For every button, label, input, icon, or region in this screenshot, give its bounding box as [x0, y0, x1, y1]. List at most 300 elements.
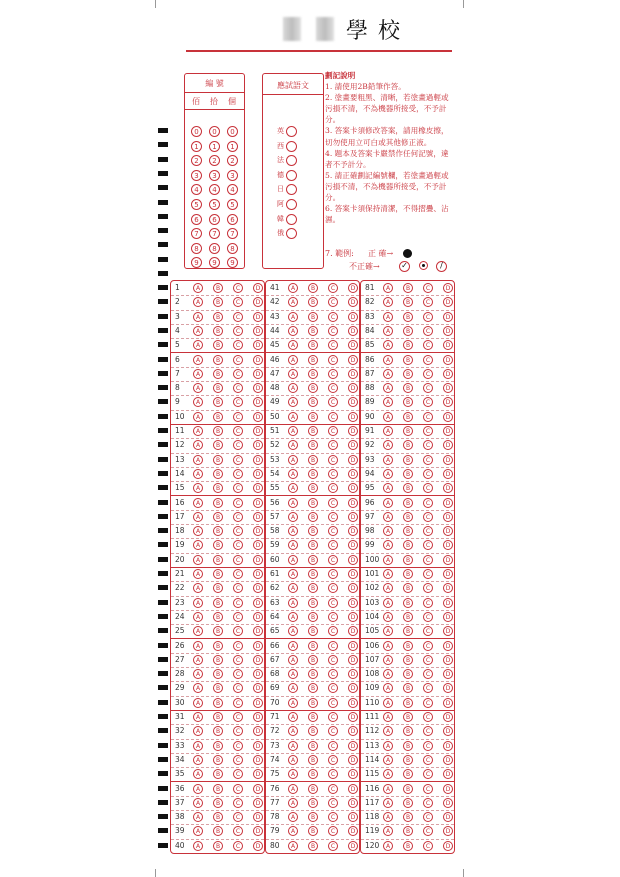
answer-bubble-a[interactable]: A	[288, 312, 298, 322]
answer-bubble-c[interactable]: C	[423, 326, 433, 336]
answer-bubble-d[interactable]: D	[348, 540, 358, 550]
answer-bubble-b[interactable]: B	[403, 769, 413, 779]
answer-bubble-b[interactable]: B	[308, 540, 318, 550]
answer-bubble-d[interactable]: D	[253, 512, 263, 522]
answer-bubble-b[interactable]: B	[403, 498, 413, 508]
answer-bubble-a[interactable]: A	[193, 826, 203, 836]
answer-bubble-a[interactable]: A	[193, 526, 203, 536]
answer-bubble-c[interactable]: C	[328, 669, 338, 679]
answer-bubble-a[interactable]: A	[193, 641, 203, 651]
answer-bubble-c[interactable]: C	[423, 340, 433, 350]
answer-bubble-d[interactable]: D	[443, 412, 453, 422]
answer-bubble-c[interactable]: C	[328, 312, 338, 322]
answer-bubble-b[interactable]: B	[308, 598, 318, 608]
answer-bubble-c[interactable]: C	[328, 812, 338, 822]
answer-bubble-a[interactable]: A	[383, 555, 393, 565]
answer-bubble-a[interactable]: A	[288, 483, 298, 493]
id-digit-bubble[interactable]: 0	[227, 126, 238, 137]
answer-bubble-a[interactable]: A	[383, 583, 393, 593]
answer-bubble-b[interactable]: B	[213, 555, 223, 565]
answer-bubble-b[interactable]: B	[403, 355, 413, 365]
answer-bubble-c[interactable]: C	[328, 841, 338, 851]
answer-bubble-b[interactable]: B	[308, 283, 318, 293]
answer-bubble-c[interactable]: C	[423, 369, 433, 379]
answer-bubble-c[interactable]: C	[233, 798, 243, 808]
answer-bubble-a[interactable]: A	[193, 483, 203, 493]
answer-bubble-c[interactable]: C	[328, 498, 338, 508]
answer-bubble-b[interactable]: B	[213, 469, 223, 479]
answer-bubble-b[interactable]: B	[308, 726, 318, 736]
answer-bubble-c[interactable]: C	[233, 526, 243, 536]
answer-bubble-c[interactable]: C	[328, 326, 338, 336]
answer-bubble-b[interactable]: B	[213, 397, 223, 407]
answer-bubble-d[interactable]: D	[348, 598, 358, 608]
answer-bubble-a[interactable]: A	[193, 312, 203, 322]
answer-bubble-d[interactable]: D	[348, 726, 358, 736]
answer-bubble-c[interactable]: C	[233, 655, 243, 665]
answer-bubble-c[interactable]: C	[423, 426, 433, 436]
answer-bubble-c[interactable]: C	[328, 283, 338, 293]
answer-bubble-a[interactable]: A	[193, 612, 203, 622]
answer-bubble-c[interactable]: C	[233, 769, 243, 779]
answer-bubble-d[interactable]: D	[253, 798, 263, 808]
answer-bubble-d[interactable]: D	[348, 812, 358, 822]
answer-bubble-c[interactable]: C	[233, 569, 243, 579]
answer-bubble-d[interactable]: D	[348, 741, 358, 751]
answer-bubble-b[interactable]: B	[403, 669, 413, 679]
answer-bubble-a[interactable]: A	[288, 540, 298, 550]
answer-bubble-a[interactable]: A	[193, 340, 203, 350]
answer-bubble-c[interactable]: C	[423, 626, 433, 636]
answer-bubble-b[interactable]: B	[308, 698, 318, 708]
id-digit-bubble[interactable]: 6	[227, 214, 238, 225]
answer-bubble-c[interactable]: C	[328, 655, 338, 665]
answer-bubble-a[interactable]: A	[288, 741, 298, 751]
answer-bubble-b[interactable]: B	[403, 841, 413, 851]
answer-bubble-b[interactable]: B	[308, 355, 318, 365]
language-bubble[interactable]	[286, 228, 297, 239]
id-digit-bubble[interactable]: 5	[191, 199, 202, 210]
answer-bubble-b[interactable]: B	[403, 641, 413, 651]
answer-bubble-a[interactable]: A	[383, 412, 393, 422]
answer-bubble-c[interactable]: C	[423, 512, 433, 522]
answer-bubble-d[interactable]: D	[253, 355, 263, 365]
answer-bubble-b[interactable]: B	[403, 569, 413, 579]
answer-bubble-d[interactable]: D	[253, 826, 263, 836]
answer-bubble-a[interactable]: A	[193, 383, 203, 393]
answer-bubble-c[interactable]: C	[423, 812, 433, 822]
answer-bubble-b[interactable]: B	[403, 626, 413, 636]
answer-bubble-d[interactable]: D	[348, 612, 358, 622]
answer-bubble-d[interactable]: D	[253, 455, 263, 465]
answer-bubble-d[interactable]: D	[348, 312, 358, 322]
answer-bubble-a[interactable]: A	[383, 426, 393, 436]
id-digit-bubble[interactable]: 3	[191, 170, 202, 181]
answer-bubble-c[interactable]: C	[328, 769, 338, 779]
answer-bubble-a[interactable]: A	[383, 826, 393, 836]
answer-bubble-c[interactable]: C	[233, 498, 243, 508]
answer-bubble-c[interactable]: C	[233, 483, 243, 493]
answer-bubble-d[interactable]: D	[253, 741, 263, 751]
answer-bubble-d[interactable]: D	[253, 283, 263, 293]
answer-bubble-d[interactable]: D	[348, 340, 358, 350]
answer-bubble-b[interactable]: B	[403, 326, 413, 336]
answer-bubble-d[interactable]: D	[253, 612, 263, 622]
answer-bubble-b[interactable]: B	[308, 683, 318, 693]
id-digit-bubble[interactable]: 0	[209, 126, 220, 137]
answer-bubble-d[interactable]: D	[253, 369, 263, 379]
answer-bubble-b[interactable]: B	[308, 841, 318, 851]
answer-bubble-d[interactable]: D	[253, 784, 263, 794]
answer-bubble-c[interactable]: C	[423, 526, 433, 536]
answer-bubble-b[interactable]: B	[403, 540, 413, 550]
id-digit-bubble[interactable]: 7	[191, 228, 202, 239]
answer-bubble-b[interactable]: B	[308, 340, 318, 350]
answer-bubble-c[interactable]: C	[233, 612, 243, 622]
answer-bubble-d[interactable]: D	[253, 426, 263, 436]
answer-bubble-d[interactable]: D	[253, 641, 263, 651]
id-digit-bubble[interactable]: 1	[227, 141, 238, 152]
answer-bubble-b[interactable]: B	[213, 798, 223, 808]
answer-bubble-c[interactable]: C	[233, 826, 243, 836]
answer-bubble-b[interactable]: B	[213, 698, 223, 708]
answer-bubble-d[interactable]: D	[348, 369, 358, 379]
answer-bubble-b[interactable]: B	[403, 512, 413, 522]
answer-bubble-a[interactable]: A	[383, 598, 393, 608]
answer-bubble-b[interactable]: B	[308, 512, 318, 522]
answer-bubble-a[interactable]: A	[383, 369, 393, 379]
answer-bubble-c[interactable]: C	[328, 712, 338, 722]
answer-bubble-c[interactable]: C	[233, 426, 243, 436]
answer-bubble-d[interactable]: D	[253, 669, 263, 679]
answer-bubble-b[interactable]: B	[308, 712, 318, 722]
answer-bubble-a[interactable]: A	[193, 784, 203, 794]
answer-bubble-b[interactable]: B	[308, 412, 318, 422]
answer-bubble-c[interactable]: C	[328, 540, 338, 550]
answer-bubble-d[interactable]: D	[348, 569, 358, 579]
answer-bubble-a[interactable]: A	[383, 698, 393, 708]
answer-bubble-c[interactable]: C	[328, 626, 338, 636]
answer-bubble-a[interactable]: A	[193, 655, 203, 665]
answer-bubble-a[interactable]: A	[288, 440, 298, 450]
answer-bubble-d[interactable]: D	[348, 283, 358, 293]
answer-bubble-d[interactable]: D	[348, 784, 358, 794]
id-digit-bubble[interactable]: 1	[209, 141, 220, 152]
answer-bubble-d[interactable]: D	[443, 383, 453, 393]
answer-bubble-d[interactable]: D	[443, 498, 453, 508]
answer-bubble-c[interactable]: C	[328, 412, 338, 422]
answer-bubble-b[interactable]: B	[213, 669, 223, 679]
answer-bubble-a[interactable]: A	[383, 383, 393, 393]
answer-bubble-a[interactable]: A	[288, 641, 298, 651]
answer-bubble-c[interactable]: C	[233, 683, 243, 693]
answer-bubble-c[interactable]: C	[423, 483, 433, 493]
answer-bubble-d[interactable]: D	[443, 283, 453, 293]
answer-bubble-b[interactable]: B	[213, 755, 223, 765]
answer-bubble-b[interactable]: B	[213, 283, 223, 293]
answer-bubble-d[interactable]: D	[253, 683, 263, 693]
answer-bubble-d[interactable]: D	[253, 340, 263, 350]
answer-bubble-b[interactable]: B	[213, 312, 223, 322]
answer-bubble-b[interactable]: B	[403, 297, 413, 307]
answer-bubble-a[interactable]: A	[193, 626, 203, 636]
answer-bubble-b[interactable]: B	[213, 612, 223, 622]
answer-bubble-b[interactable]: B	[308, 741, 318, 751]
answer-bubble-b[interactable]: B	[308, 555, 318, 565]
answer-bubble-d[interactable]: D	[253, 469, 263, 479]
answer-bubble-b[interactable]: B	[403, 426, 413, 436]
answer-bubble-c[interactable]: C	[233, 312, 243, 322]
answer-bubble-d[interactable]: D	[253, 655, 263, 665]
answer-bubble-a[interactable]: A	[288, 412, 298, 422]
answer-bubble-d[interactable]: D	[348, 826, 358, 836]
answer-bubble-b[interactable]: B	[403, 798, 413, 808]
answer-bubble-b[interactable]: B	[308, 655, 318, 665]
answer-bubble-b[interactable]: B	[403, 612, 413, 622]
answer-bubble-c[interactable]: C	[423, 355, 433, 365]
answer-bubble-a[interactable]: A	[288, 340, 298, 350]
answer-bubble-d[interactable]: D	[443, 369, 453, 379]
answer-bubble-a[interactable]: A	[383, 483, 393, 493]
answer-bubble-a[interactable]: A	[288, 683, 298, 693]
answer-bubble-a[interactable]: A	[383, 569, 393, 579]
answer-bubble-d[interactable]: D	[348, 383, 358, 393]
answer-bubble-b[interactable]: B	[308, 440, 318, 450]
answer-bubble-a[interactable]: A	[193, 455, 203, 465]
answer-bubble-c[interactable]: C	[233, 812, 243, 822]
answer-bubble-a[interactable]: A	[383, 769, 393, 779]
answer-bubble-c[interactable]: C	[233, 598, 243, 608]
answer-bubble-c[interactable]: C	[233, 283, 243, 293]
answer-bubble-d[interactable]: D	[253, 412, 263, 422]
answer-bubble-c[interactable]: C	[423, 612, 433, 622]
answer-bubble-d[interactable]: D	[443, 340, 453, 350]
answer-bubble-c[interactable]: C	[233, 383, 243, 393]
answer-bubble-a[interactable]: A	[383, 655, 393, 665]
answer-bubble-b[interactable]: B	[213, 784, 223, 794]
answer-bubble-d[interactable]: D	[443, 641, 453, 651]
answer-bubble-d[interactable]: D	[348, 326, 358, 336]
id-digit-bubble[interactable]: 7	[209, 228, 220, 239]
answer-bubble-a[interactable]: A	[288, 769, 298, 779]
answer-bubble-d[interactable]: D	[443, 655, 453, 665]
answer-bubble-b[interactable]: B	[213, 712, 223, 722]
answer-bubble-c[interactable]: C	[328, 698, 338, 708]
answer-bubble-d[interactable]: D	[348, 512, 358, 522]
answer-bubble-d[interactable]: D	[443, 598, 453, 608]
answer-bubble-c[interactable]: C	[423, 555, 433, 565]
answer-bubble-d[interactable]: D	[253, 526, 263, 536]
answer-bubble-b[interactable]: B	[308, 612, 318, 622]
answer-bubble-b[interactable]: B	[403, 755, 413, 765]
answer-bubble-d[interactable]: D	[443, 469, 453, 479]
answer-bubble-d[interactable]: D	[253, 698, 263, 708]
answer-bubble-b[interactable]: B	[213, 626, 223, 636]
answer-bubble-c[interactable]: C	[233, 641, 243, 651]
language-bubble[interactable]	[286, 199, 297, 210]
answer-bubble-b[interactable]: B	[308, 526, 318, 536]
answer-bubble-b[interactable]: B	[308, 469, 318, 479]
answer-bubble-b[interactable]: B	[213, 583, 223, 593]
id-digit-bubble[interactable]: 7	[227, 228, 238, 239]
answer-bubble-b[interactable]: B	[403, 440, 413, 450]
answer-bubble-a[interactable]: A	[383, 626, 393, 636]
answer-bubble-c[interactable]: C	[328, 826, 338, 836]
answer-bubble-a[interactable]: A	[288, 512, 298, 522]
answer-bubble-a[interactable]: A	[288, 669, 298, 679]
answer-bubble-b[interactable]: B	[213, 683, 223, 693]
answer-bubble-c[interactable]: C	[328, 741, 338, 751]
answer-bubble-b[interactable]: B	[308, 498, 318, 508]
answer-bubble-d[interactable]: D	[348, 669, 358, 679]
answer-bubble-a[interactable]: A	[288, 612, 298, 622]
answer-bubble-a[interactable]: A	[193, 741, 203, 751]
answer-bubble-d[interactable]: D	[443, 726, 453, 736]
answer-bubble-a[interactable]: A	[193, 412, 203, 422]
answer-bubble-c[interactable]: C	[328, 641, 338, 651]
answer-bubble-a[interactable]: A	[288, 826, 298, 836]
answer-bubble-b[interactable]: B	[403, 369, 413, 379]
answer-bubble-d[interactable]: D	[348, 798, 358, 808]
answer-bubble-b[interactable]: B	[403, 412, 413, 422]
answer-bubble-d[interactable]: D	[253, 626, 263, 636]
answer-bubble-c[interactable]: C	[423, 741, 433, 751]
answer-bubble-c[interactable]: C	[233, 755, 243, 765]
id-digit-bubble[interactable]: 2	[191, 155, 202, 166]
answer-bubble-d[interactable]: D	[443, 569, 453, 579]
answer-bubble-c[interactable]: C	[328, 355, 338, 365]
answer-bubble-d[interactable]: D	[348, 555, 358, 565]
answer-bubble-d[interactable]: D	[443, 297, 453, 307]
answer-bubble-c[interactable]: C	[328, 512, 338, 522]
answer-bubble-a[interactable]: A	[288, 526, 298, 536]
answer-bubble-c[interactable]: C	[423, 755, 433, 765]
answer-bubble-a[interactable]: A	[193, 598, 203, 608]
answer-bubble-a[interactable]: A	[193, 397, 203, 407]
id-digit-bubble[interactable]: 6	[191, 214, 202, 225]
answer-bubble-d[interactable]: D	[253, 498, 263, 508]
answer-bubble-b[interactable]: B	[213, 841, 223, 851]
language-bubble[interactable]	[286, 141, 297, 152]
answer-bubble-c[interactable]: C	[328, 755, 338, 765]
answer-bubble-c[interactable]: C	[233, 841, 243, 851]
answer-bubble-b[interactable]: B	[308, 312, 318, 322]
answer-bubble-a[interactable]: A	[288, 397, 298, 407]
answer-bubble-d[interactable]: D	[348, 841, 358, 851]
answer-bubble-b[interactable]: B	[213, 769, 223, 779]
answer-bubble-a[interactable]: A	[288, 283, 298, 293]
answer-bubble-a[interactable]: A	[383, 641, 393, 651]
answer-bubble-b[interactable]: B	[308, 426, 318, 436]
answer-bubble-c[interactable]: C	[423, 312, 433, 322]
answer-bubble-a[interactable]: A	[288, 326, 298, 336]
answer-bubble-b[interactable]: B	[213, 826, 223, 836]
answer-bubble-d[interactable]: D	[253, 297, 263, 307]
answer-bubble-b[interactable]: B	[308, 583, 318, 593]
answer-bubble-c[interactable]: C	[233, 397, 243, 407]
answer-bubble-c[interactable]: C	[233, 297, 243, 307]
answer-bubble-a[interactable]: A	[383, 712, 393, 722]
answer-bubble-a[interactable]: A	[288, 455, 298, 465]
answer-bubble-c[interactable]: C	[423, 412, 433, 422]
answer-bubble-b[interactable]: B	[308, 641, 318, 651]
answer-bubble-b[interactable]: B	[213, 741, 223, 751]
answer-bubble-d[interactable]: D	[443, 355, 453, 365]
id-digit-bubble[interactable]: 9	[191, 257, 202, 268]
answer-bubble-c[interactable]: C	[328, 612, 338, 622]
answer-bubble-c[interactable]: C	[233, 555, 243, 565]
answer-bubble-a[interactable]: A	[383, 812, 393, 822]
answer-bubble-d[interactable]: D	[348, 641, 358, 651]
answer-bubble-c[interactable]: C	[328, 583, 338, 593]
answer-bubble-a[interactable]: A	[288, 841, 298, 851]
answer-bubble-c[interactable]: C	[233, 440, 243, 450]
answer-bubble-c[interactable]: C	[423, 383, 433, 393]
answer-bubble-a[interactable]: A	[383, 312, 393, 322]
id-digit-bubble[interactable]: 8	[209, 243, 220, 254]
answer-bubble-a[interactable]: A	[288, 297, 298, 307]
answer-bubble-d[interactable]: D	[253, 555, 263, 565]
answer-bubble-b[interactable]: B	[403, 283, 413, 293]
answer-bubble-d[interactable]: D	[443, 312, 453, 322]
answer-bubble-d[interactable]: D	[253, 755, 263, 765]
answer-bubble-b[interactable]: B	[308, 483, 318, 493]
answer-bubble-a[interactable]: A	[383, 784, 393, 794]
answer-bubble-a[interactable]: A	[383, 612, 393, 622]
answer-bubble-b[interactable]: B	[213, 383, 223, 393]
answer-bubble-b[interactable]: B	[403, 312, 413, 322]
answer-bubble-a[interactable]: A	[193, 426, 203, 436]
answer-bubble-b[interactable]: B	[213, 326, 223, 336]
answer-bubble-b[interactable]: B	[308, 669, 318, 679]
answer-bubble-b[interactable]: B	[403, 483, 413, 493]
answer-bubble-a[interactable]: A	[193, 369, 203, 379]
answer-bubble-b[interactable]: B	[403, 397, 413, 407]
answer-bubble-c[interactable]: C	[328, 569, 338, 579]
answer-bubble-b[interactable]: B	[213, 498, 223, 508]
answer-bubble-c[interactable]: C	[233, 626, 243, 636]
answer-bubble-b[interactable]: B	[213, 598, 223, 608]
answer-bubble-c[interactable]: C	[233, 355, 243, 365]
answer-bubble-a[interactable]: A	[383, 340, 393, 350]
answer-bubble-d[interactable]: D	[253, 583, 263, 593]
answer-bubble-b[interactable]: B	[308, 569, 318, 579]
answer-bubble-d[interactable]: D	[253, 712, 263, 722]
id-digit-bubble[interactable]: 8	[227, 243, 238, 254]
answer-bubble-d[interactable]: D	[443, 798, 453, 808]
answer-bubble-a[interactable]: A	[383, 726, 393, 736]
answer-bubble-c[interactable]: C	[423, 498, 433, 508]
answer-bubble-b[interactable]: B	[308, 812, 318, 822]
answer-bubble-d[interactable]: D	[443, 512, 453, 522]
answer-bubble-b[interactable]: B	[213, 455, 223, 465]
answer-bubble-b[interactable]: B	[308, 626, 318, 636]
answer-bubble-a[interactable]: A	[383, 297, 393, 307]
answer-bubble-d[interactable]: D	[253, 326, 263, 336]
answer-bubble-c[interactable]: C	[233, 469, 243, 479]
answer-bubble-b[interactable]: B	[213, 426, 223, 436]
answer-bubble-c[interactable]: C	[328, 483, 338, 493]
answer-bubble-b[interactable]: B	[308, 784, 318, 794]
answer-bubble-b[interactable]: B	[308, 297, 318, 307]
id-digit-bubble[interactable]: 4	[209, 184, 220, 195]
answer-bubble-b[interactable]: B	[403, 784, 413, 794]
answer-bubble-c[interactable]: C	[328, 469, 338, 479]
answer-bubble-c[interactable]: C	[328, 426, 338, 436]
answer-bubble-a[interactable]: A	[193, 440, 203, 450]
answer-bubble-d[interactable]: D	[348, 712, 358, 722]
answer-bubble-b[interactable]: B	[403, 455, 413, 465]
